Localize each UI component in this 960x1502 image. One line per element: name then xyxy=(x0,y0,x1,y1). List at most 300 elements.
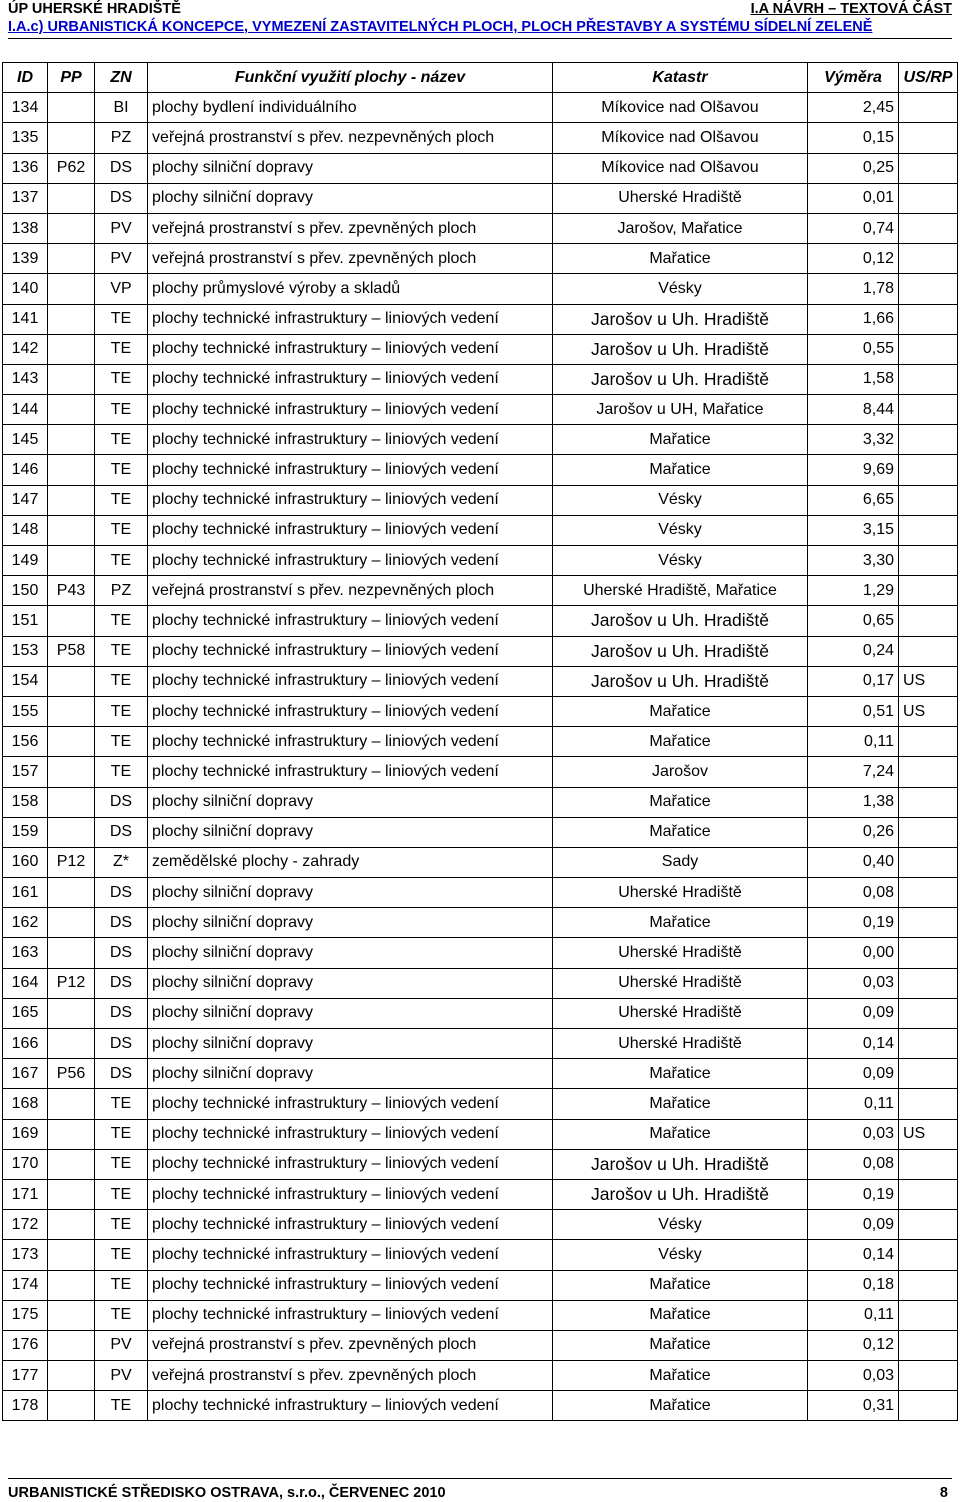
table-row xyxy=(3,1300,958,1330)
cell-name: veřejná prostranství s přev. nezpevněných ploch xyxy=(148,576,553,606)
cell-katastr: Jarošov u Uh. Hradiště xyxy=(553,666,808,696)
cell-pp xyxy=(48,334,95,364)
cell-name: plochy technické infrastruktury – liniových vedení xyxy=(148,636,553,666)
cell-id: 175 xyxy=(3,1300,48,1330)
cell-zn: TE xyxy=(95,334,148,364)
table-row xyxy=(3,847,958,877)
cell-id: 158 xyxy=(3,787,48,817)
cell-id: 147 xyxy=(3,485,48,515)
cell-pp xyxy=(48,244,95,274)
cell-id: 142 xyxy=(3,334,48,364)
cell-zn: TE xyxy=(95,515,148,545)
cell-vymera: 0,00 xyxy=(808,938,899,968)
cell-id: 145 xyxy=(3,425,48,455)
cell-katastr: Uherské Hradiště xyxy=(553,183,808,213)
cell-zn: PV xyxy=(95,1330,148,1360)
cell-pp xyxy=(48,546,95,576)
cell-katastr: Jarošov u Uh. Hradiště xyxy=(553,1179,808,1209)
cell-name: plochy silniční dopravy xyxy=(148,998,553,1028)
cell-pp: P62 xyxy=(48,153,95,183)
cell-name: plochy technické infrastruktury – liniových vedení xyxy=(148,1391,553,1421)
cell-us-rp xyxy=(899,244,958,274)
cell-name: veřejná prostranství s přev. zpevněných ploch xyxy=(148,213,553,243)
cell-vymera: 0,11 xyxy=(808,1300,899,1330)
cell-us-rp xyxy=(899,1059,958,1089)
cell-us-rp xyxy=(899,1089,958,1119)
cell-katastr: Vésky xyxy=(553,515,808,545)
cell-zn: PV xyxy=(95,213,148,243)
cell-zn: DS xyxy=(95,908,148,938)
cell-name: plochy silniční dopravy xyxy=(148,878,553,908)
cell-vymera: 0,11 xyxy=(808,727,899,757)
cell-name: plochy silniční dopravy xyxy=(148,938,553,968)
cell-us-rp xyxy=(899,123,958,153)
table-body xyxy=(3,93,958,1421)
cell-pp xyxy=(48,817,95,847)
cell-zn: TE xyxy=(95,1210,148,1240)
cell-id: 135 xyxy=(3,123,48,153)
cell-pp xyxy=(48,1240,95,1270)
cell-name: plochy technické infrastruktury – liniových vedení xyxy=(148,1179,553,1209)
cell-us-rp xyxy=(899,93,958,123)
cell-id: 165 xyxy=(3,998,48,1028)
cell-katastr: Uherské Hradiště xyxy=(553,1029,808,1059)
cell-name: plochy silniční dopravy xyxy=(148,817,553,847)
cell-us-rp xyxy=(899,515,958,545)
cell-pp xyxy=(48,878,95,908)
cell-name: plochy technické infrastruktury – liniových vedení xyxy=(148,1270,553,1300)
table-row xyxy=(3,153,958,183)
cell-vymera: 6,65 xyxy=(808,485,899,515)
cell-vymera: 0,09 xyxy=(808,1059,899,1089)
cell-katastr: Uherské Hradiště xyxy=(553,968,808,998)
cell-us-rp xyxy=(899,364,958,394)
cell-name: plochy technické infrastruktury – liniových vedení xyxy=(148,727,553,757)
cell-katastr: Mařatice xyxy=(553,425,808,455)
cell-zn: TE xyxy=(95,666,148,696)
cell-katastr: Míkovice nad Olšavou xyxy=(553,93,808,123)
cell-katastr: Míkovice nad Olšavou xyxy=(553,153,808,183)
cell-zn: TE xyxy=(95,485,148,515)
cell-zn: DS xyxy=(95,1029,148,1059)
col-header-vymera: Výměra xyxy=(808,63,899,93)
cell-vymera: 0,74 xyxy=(808,213,899,243)
cell-id: 143 xyxy=(3,364,48,394)
table-row xyxy=(3,1029,958,1059)
cell-katastr: Vésky xyxy=(553,1240,808,1270)
cell-zn: TE xyxy=(95,1089,148,1119)
cell-pp xyxy=(48,1029,95,1059)
cell-us-rp xyxy=(899,183,958,213)
cell-zn: DS xyxy=(95,787,148,817)
table-row xyxy=(3,968,958,998)
col-header-us-rp: US/RP xyxy=(899,63,958,93)
cell-pp xyxy=(48,1149,95,1179)
cell-katastr: Mařatice xyxy=(553,1089,808,1119)
cell-zn: DS xyxy=(95,817,148,847)
cell-pp xyxy=(48,1270,95,1300)
cell-katastr: Uherské Hradiště xyxy=(553,938,808,968)
table-row xyxy=(3,938,958,968)
cell-pp xyxy=(48,727,95,757)
cell-name: plochy silniční dopravy xyxy=(148,153,553,183)
cell-pp xyxy=(48,938,95,968)
page-footer xyxy=(8,1478,952,1501)
cell-us-rp: US xyxy=(899,696,958,726)
table-header-row xyxy=(3,63,958,93)
cell-zn: TE xyxy=(95,606,148,636)
cell-id: 140 xyxy=(3,274,48,304)
cell-pp xyxy=(48,998,95,1028)
cell-vymera: 3,32 xyxy=(808,425,899,455)
cell-pp xyxy=(48,757,95,787)
table-row xyxy=(3,425,958,455)
cell-katastr: Mařatice xyxy=(553,727,808,757)
cell-name: plochy technické infrastruktury – liniových vedení xyxy=(148,696,553,726)
cell-id: 167 xyxy=(3,1059,48,1089)
table-row xyxy=(3,727,958,757)
cell-zn: PV xyxy=(95,1361,148,1391)
cell-vymera: 7,24 xyxy=(808,757,899,787)
cell-id: 166 xyxy=(3,1029,48,1059)
cell-us-rp xyxy=(899,757,958,787)
footer-company: URBANISTICKÉ STŘEDISKO OSTRAVA, s.r.o., ČERVENEC 2010 xyxy=(8,1485,446,1501)
cell-zn: TE xyxy=(95,727,148,757)
cell-katastr: Jarošov, Mařatice xyxy=(553,213,808,243)
cell-pp xyxy=(48,364,95,394)
cell-vymera: 0,26 xyxy=(808,817,899,847)
cell-us-rp xyxy=(899,1149,958,1179)
cell-name: plochy silniční dopravy xyxy=(148,1059,553,1089)
cell-katastr: Mařatice xyxy=(553,1300,808,1330)
cell-name: plochy technické infrastruktury – liniových vedení xyxy=(148,515,553,545)
cell-us-rp xyxy=(899,1029,958,1059)
cell-name: plochy technické infrastruktury – liniových vedení xyxy=(148,1149,553,1179)
cell-katastr: Uherské Hradiště xyxy=(553,878,808,908)
cell-name: plochy silniční dopravy xyxy=(148,1029,553,1059)
chapter-title-text: I.A.c) URBANISTICKÁ KONCEPCE, VYMEZENÍ ZASTAVITELNÝCH PLOCH, PLOCH PŘESTAVBY A SYSTÉMU SÍDELNÍ ZELENĚ xyxy=(8,19,873,35)
cell-id: 154 xyxy=(3,666,48,696)
cell-zn: TE xyxy=(95,1240,148,1270)
cell-pp xyxy=(48,1210,95,1240)
cell-name: plochy technické infrastruktury – liniových vedení xyxy=(148,425,553,455)
cell-us-rp xyxy=(899,1179,958,1209)
cell-id: 149 xyxy=(3,546,48,576)
cell-zn: Z* xyxy=(95,847,148,877)
table-row xyxy=(3,546,958,576)
areas-table xyxy=(2,62,958,1421)
cell-pp xyxy=(48,123,95,153)
cell-id: 137 xyxy=(3,183,48,213)
cell-us-rp xyxy=(899,817,958,847)
cell-vymera: 9,69 xyxy=(808,455,899,485)
cell-zn: TE xyxy=(95,395,148,425)
cell-name: plochy technické infrastruktury – liniových vedení xyxy=(148,1240,553,1270)
cell-us-rp xyxy=(899,998,958,1028)
cell-id: 153 xyxy=(3,636,48,666)
cell-zn: TE xyxy=(95,304,148,334)
cell-vymera: 0,15 xyxy=(808,123,899,153)
cell-us-rp xyxy=(899,395,958,425)
cell-pp xyxy=(48,606,95,636)
cell-vymera: 0,19 xyxy=(808,1179,899,1209)
cell-id: 148 xyxy=(3,515,48,545)
cell-name: plochy technické infrastruktury – liniových vedení xyxy=(148,1119,553,1149)
table-row xyxy=(3,1330,958,1360)
cell-katastr: Uherské Hradiště xyxy=(553,998,808,1028)
col-header-name: Funkční využití plochy - název xyxy=(148,63,553,93)
cell-pp xyxy=(48,455,95,485)
table-row xyxy=(3,455,958,485)
cell-us-rp xyxy=(899,1361,958,1391)
col-header-katastr: Katastr xyxy=(553,63,808,93)
cell-us-rp xyxy=(899,485,958,515)
cell-katastr: Sady xyxy=(553,847,808,877)
cell-katastr: Vésky xyxy=(553,274,808,304)
cell-katastr: Vésky xyxy=(553,1210,808,1240)
cell-zn: DS xyxy=(95,998,148,1028)
cell-vymera: 0,65 xyxy=(808,606,899,636)
cell-name: plochy silniční dopravy xyxy=(148,908,553,938)
cell-katastr: Jarošov u Uh. Hradiště xyxy=(553,334,808,364)
cell-zn: PZ xyxy=(95,576,148,606)
cell-vymera: 1,66 xyxy=(808,304,899,334)
cell-katastr: Vésky xyxy=(553,485,808,515)
cell-name: plochy technické infrastruktury – liniových vedení xyxy=(148,757,553,787)
cell-us-rp xyxy=(899,908,958,938)
table-row xyxy=(3,244,958,274)
cell-pp: P58 xyxy=(48,636,95,666)
cell-us-rp xyxy=(899,546,958,576)
cell-katastr: Jarošov u Uh. Hradiště xyxy=(553,636,808,666)
table-row xyxy=(3,606,958,636)
cell-us-rp xyxy=(899,425,958,455)
table-row xyxy=(3,1089,958,1119)
cell-vymera: 0,55 xyxy=(808,334,899,364)
cell-id: 156 xyxy=(3,727,48,757)
cell-us-rp xyxy=(899,455,958,485)
cell-vymera: 3,30 xyxy=(808,546,899,576)
cell-id: 160 xyxy=(3,847,48,877)
cell-name: plochy silniční dopravy xyxy=(148,787,553,817)
cell-vymera: 0,40 xyxy=(808,847,899,877)
table-row xyxy=(3,787,958,817)
cell-vymera: 1,38 xyxy=(808,787,899,817)
cell-us-rp xyxy=(899,153,958,183)
header-rule xyxy=(8,38,952,39)
cell-vymera: 0,12 xyxy=(808,1330,899,1360)
cell-pp: P12 xyxy=(48,847,95,877)
cell-name: plochy průmyslové výroby a skladů xyxy=(148,274,553,304)
table-row xyxy=(3,817,958,847)
table-row xyxy=(3,123,958,153)
cell-id: 172 xyxy=(3,1210,48,1240)
cell-katastr: Jarošov u Uh. Hradiště xyxy=(553,304,808,334)
cell-us-rp: US xyxy=(899,1119,958,1149)
cell-zn: DS xyxy=(95,938,148,968)
table-row xyxy=(3,1179,958,1209)
cell-zn: TE xyxy=(95,636,148,666)
cell-pp xyxy=(48,425,95,455)
cell-id: 141 xyxy=(3,304,48,334)
cell-pp xyxy=(48,183,95,213)
cell-vymera: 0,12 xyxy=(808,244,899,274)
cell-zn: VP xyxy=(95,274,148,304)
cell-pp xyxy=(48,696,95,726)
cell-id: 169 xyxy=(3,1119,48,1149)
cell-pp xyxy=(48,213,95,243)
table-row xyxy=(3,576,958,606)
cell-zn: TE xyxy=(95,455,148,485)
cell-vymera: 0,03 xyxy=(808,968,899,998)
cell-vymera: 0,18 xyxy=(808,1270,899,1300)
cell-zn: TE xyxy=(95,1270,148,1300)
cell-name: plochy technické infrastruktury – liniových vedení xyxy=(148,1300,553,1330)
cell-katastr: Jarošov u Uh. Hradiště xyxy=(553,606,808,636)
cell-name: veřejná prostranství s přev. zpevněných ploch xyxy=(148,1361,553,1391)
table-row xyxy=(3,1149,958,1179)
col-header-pp: PP xyxy=(48,63,95,93)
document-title: ÚP UHERSKÉ HRADIŠTĚ xyxy=(8,1,181,17)
table-row xyxy=(3,1240,958,1270)
cell-vymera: 0,11 xyxy=(808,1089,899,1119)
cell-us-rp xyxy=(899,213,958,243)
cell-vymera: 0,31 xyxy=(808,1391,899,1421)
cell-vymera: 0,19 xyxy=(808,908,899,938)
cell-name: plochy technické infrastruktury – liniových vedení xyxy=(148,395,553,425)
cell-name: plochy silniční dopravy xyxy=(148,183,553,213)
table-row xyxy=(3,696,958,726)
cell-pp xyxy=(48,395,95,425)
cell-vymera: 0,25 xyxy=(808,153,899,183)
cell-id: 170 xyxy=(3,1149,48,1179)
cell-id: 146 xyxy=(3,455,48,485)
cell-zn: DS xyxy=(95,153,148,183)
table-row xyxy=(3,757,958,787)
col-header-id: ID xyxy=(3,63,48,93)
cell-zn: DS xyxy=(95,183,148,213)
table-row xyxy=(3,93,958,123)
cell-vymera: 0,03 xyxy=(808,1361,899,1391)
cell-pp xyxy=(48,1089,95,1119)
cell-katastr: Mařatice xyxy=(553,1361,808,1391)
cell-us-rp xyxy=(899,787,958,817)
cell-us-rp xyxy=(899,334,958,364)
cell-vymera: 1,29 xyxy=(808,576,899,606)
cell-id: 155 xyxy=(3,696,48,726)
cell-id: 173 xyxy=(3,1240,48,1270)
table-row xyxy=(3,304,958,334)
page-number: 8 xyxy=(939,1485,948,1501)
cell-zn: DS xyxy=(95,878,148,908)
cell-vymera: 0,08 xyxy=(808,878,899,908)
cell-vymera: 0,09 xyxy=(808,998,899,1028)
cell-us-rp xyxy=(899,1240,958,1270)
table-row xyxy=(3,1119,958,1149)
cell-katastr: Mařatice xyxy=(553,696,808,726)
cell-zn: TE xyxy=(95,364,148,394)
cell-zn: TE xyxy=(95,425,148,455)
cell-katastr: Mařatice xyxy=(553,1270,808,1300)
cell-pp xyxy=(48,304,95,334)
cell-vymera: 0,03 xyxy=(808,1119,899,1149)
cell-vymera: 0,08 xyxy=(808,1149,899,1179)
cell-name: plochy technické infrastruktury – liniových vedení xyxy=(148,546,553,576)
cell-id: 159 xyxy=(3,817,48,847)
cell-id: 144 xyxy=(3,395,48,425)
cell-pp xyxy=(48,787,95,817)
cell-zn: DS xyxy=(95,1059,148,1089)
cell-katastr: Mařatice xyxy=(553,455,808,485)
cell-zn: TE xyxy=(95,546,148,576)
cell-katastr: Jarošov u UH, Mařatice xyxy=(553,395,808,425)
cell-vymera: 0,51 xyxy=(808,696,899,726)
cell-pp: P12 xyxy=(48,968,95,998)
cell-vymera: 0,14 xyxy=(808,1029,899,1059)
cell-us-rp xyxy=(899,1391,958,1421)
cell-pp xyxy=(48,666,95,696)
cell-name: plochy technické infrastruktury – liniových vedení xyxy=(148,304,553,334)
table-row xyxy=(3,395,958,425)
cell-us-rp xyxy=(899,606,958,636)
cell-us-rp xyxy=(899,576,958,606)
cell-name: veřejná prostranství s přev. zpevněných ploch xyxy=(148,1330,553,1360)
table-row xyxy=(3,1391,958,1421)
cell-id: 139 xyxy=(3,244,48,274)
cell-id: 163 xyxy=(3,938,48,968)
cell-katastr: Jarošov u Uh. Hradiště xyxy=(553,364,808,394)
cell-zn: TE xyxy=(95,757,148,787)
cell-pp xyxy=(48,485,95,515)
cell-us-rp xyxy=(899,847,958,877)
section-title: I.A NÁVRH – TEXTOVÁ ČÁST xyxy=(750,1,952,17)
cell-zn: TE xyxy=(95,1179,148,1209)
table-row xyxy=(3,908,958,938)
table-row xyxy=(3,998,958,1028)
table-row xyxy=(3,666,958,696)
cell-zn: DS xyxy=(95,968,148,998)
cell-zn: TE xyxy=(95,696,148,726)
cell-katastr: Jarošov xyxy=(553,757,808,787)
cell-name: plochy technické infrastruktury – liniových vedení xyxy=(148,1210,553,1240)
cell-us-rp xyxy=(899,1270,958,1300)
cell-katastr: Mařatice xyxy=(553,787,808,817)
cell-vymera: 1,58 xyxy=(808,364,899,394)
cell-id: 150 xyxy=(3,576,48,606)
cell-id: 171 xyxy=(3,1179,48,1209)
cell-pp xyxy=(48,908,95,938)
cell-katastr: Mařatice xyxy=(553,817,808,847)
cell-name: plochy technické infrastruktury – liniových vedení xyxy=(148,455,553,485)
cell-katastr: Mařatice xyxy=(553,1391,808,1421)
cell-zn: PZ xyxy=(95,123,148,153)
cell-pp xyxy=(48,1391,95,1421)
table-row xyxy=(3,274,958,304)
cell-pp xyxy=(48,1330,95,1360)
cell-katastr: Uherské Hradiště, Mařatice xyxy=(553,576,808,606)
cell-katastr: Mařatice xyxy=(553,1059,808,1089)
cell-id: 157 xyxy=(3,757,48,787)
cell-pp xyxy=(48,1361,95,1391)
cell-us-rp: US xyxy=(899,666,958,696)
cell-us-rp xyxy=(899,1210,958,1240)
cell-pp xyxy=(48,93,95,123)
cell-us-rp xyxy=(899,878,958,908)
cell-name: veřejná prostranství s přev. zpevněných ploch xyxy=(148,244,553,274)
cell-pp xyxy=(48,515,95,545)
cell-name: plochy bydlení individuálního xyxy=(148,93,553,123)
cell-us-rp xyxy=(899,938,958,968)
